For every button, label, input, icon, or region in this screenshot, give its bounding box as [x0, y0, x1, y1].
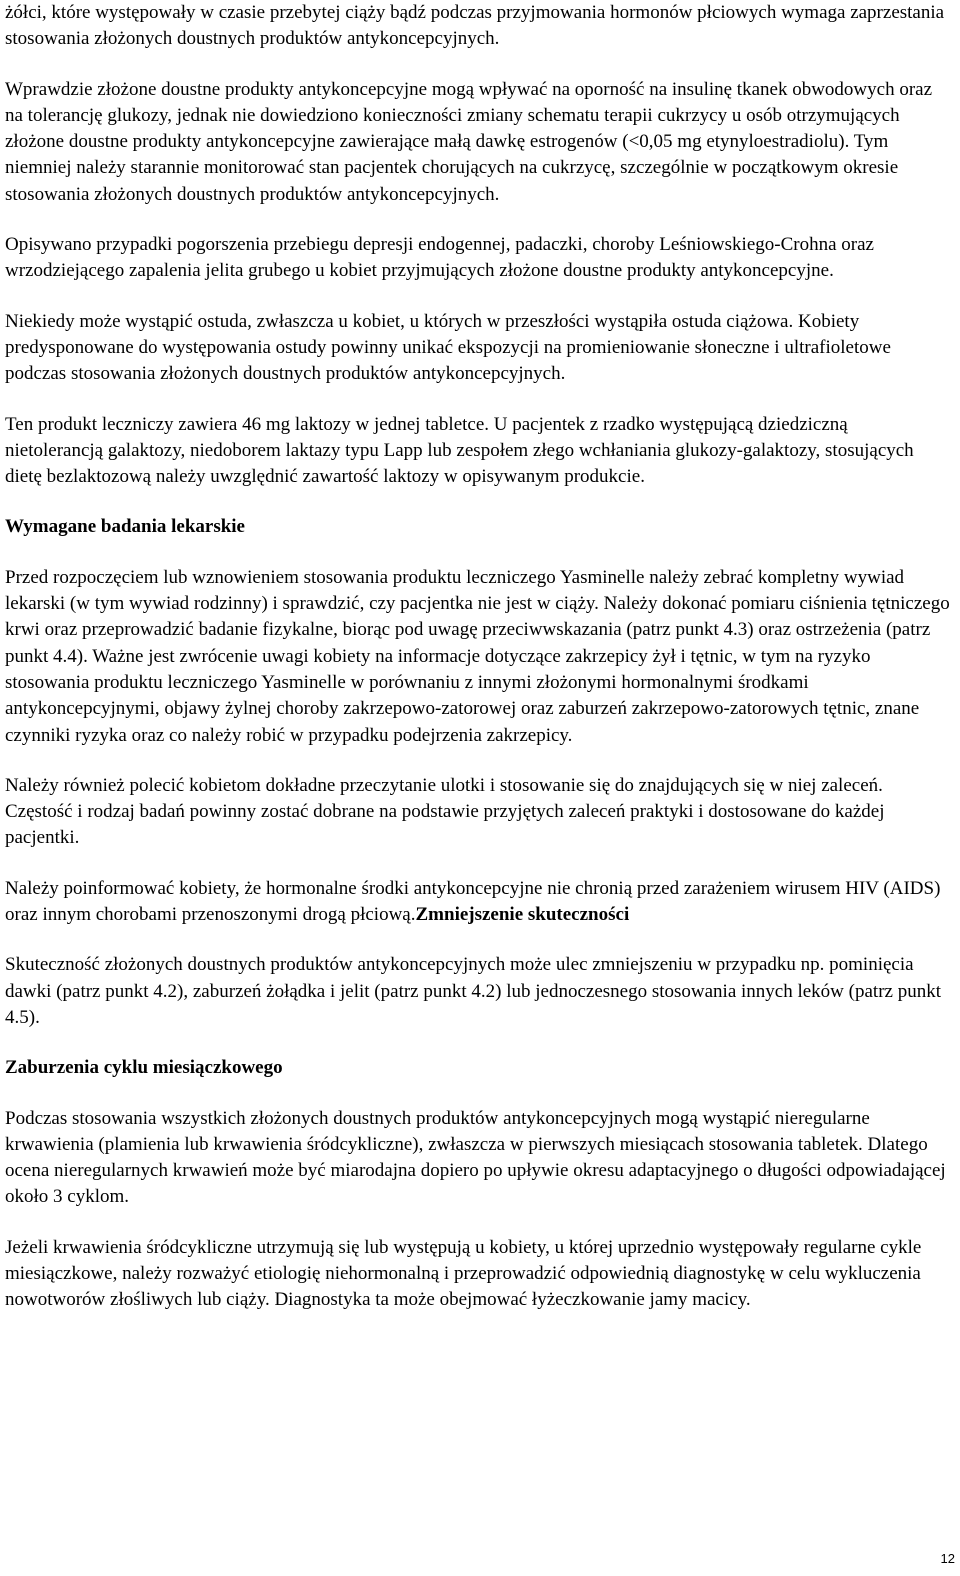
paragraph-irregular-bleeding: Podczas stosowania wszystkich złożonych doustnych produktów antykoncepcyjnych mogą wystąpić nieregularne krwawienia (plamienia lub krwawienia śródcykliczne), zwłaszcza w pierwszych miesiącach stosowania tabletek. Dlatego ocena nieregularnych krwawień może być miarodajna dopiero po upływie okresu adaptacyjnego o długości odpowiadającej około 3 cyklom.	[5, 1107, 946, 1208]
paragraph-insulin-diabetes: Wprawdzie złożone doustne produkty antykoncepcyjne mogą wpływać na oporność na insulinę tkanek obwodowych oraz na tolerancję glukozy, jednak nie dowiedziono konieczności zmiany schematu terapii cukrzycy u osób otrzymujących złożone doustne produkty antykoncepcyjne zawierające małą dawkę estrogenów (<0,05 mg etynyloestradiolu). Tym niemniej należy starannie monitorować stan pacjentek chorujących na cukrzycę, szczególnie w początkowym okresie stosowania złożonych doustnych produktów antykoncepcyjnych.	[5, 78, 933, 205]
paragraph-leaflet-instruction: Należy również polecić kobietom dokładne przeczytanie ulotki i stosowanie się do znajdujących się w niej zaleceń. Częstość i rodzaj badań powinny zostać dobrane na podstawie przyjętych zaleceń praktyki i dostosowane do każdej pacjentki.	[5, 774, 885, 849]
paragraph-breakthrough-bleeding: Jeżeli krwawienia śródcykliczne utrzymują się lub występują u kobiety, u której uprzednio występowały regularne cykle miesiączkowe, należy rozważyć etiologię niehormonalną i przeprowadzić odpowiednią diagnostykę w celu wykluczenia nowotworów złośliwych lub ciąży. Diagnostyka ta może obejmować łyżeczkowanie jamy macicy.	[5, 1236, 922, 1311]
paragraph-chloasma: Niekiedy może wystąpić ostuda, zwłaszcza u kobiet, u których w przeszłości wystąpiła ostuda ciążowa. Kobiety predysponowane do występowania ostudy powinny unikać ekspozycji na promieniowanie słoneczne i ultrafioletowe podczas stosowania złożonych doustnych produktów antykoncepcyjnych.	[5, 310, 891, 385]
section-heading-medical-exams: Wymagane badania lekarskie	[5, 516, 245, 538]
paragraph-depression-crohn: Opisywano przypadki pogorszenia przebiegu depresji endogennej, padaczki, choroby Leśniowskiego-Crohna oraz wrzodziejącego zapalenia jelita grubego u kobiet przyjmujących złożone doustne produkty antykoncepcyjne.	[5, 234, 874, 282]
paragraph-bile-pregnancy: żółci, które występowały w czasie przebytej ciąży bądź podczas przyjmowania hormonów płciowych wymaga zaprzestania stosowania złożonych doustnych produktów antykoncepcyjnych.	[5, 2, 945, 50]
section-heading-reduced-efficacy: Zmniejszenie skuteczności	[415, 904, 630, 926]
section-heading-cycle-disorders: Zaburzenia cyklu miesiączkowego	[5, 1057, 283, 1079]
paragraph-pre-treatment-exam: Przed rozpoczęciem lub wznowieniem stosowania produktu leczniczego Yasminelle należy zebrać kompletny wywiad lekarski (w tym wywiad rodzinny) i sprawdzić, czy pacjentka nie jest w ciąży. Należy dokonać pomiaru ciśnienia tętniczego krwi oraz przeprowadzić badanie fizykalne, biorąc pod uwagę przeciwwskazania (patrz punkt 4.3) oraz ostrzeżenia (patrz punkt 4.4). Ważne jest zwrócenie uwagi kobiety na informacje dotyczące zakrzepicy żył i tętnic, w tym na ryzyko stosowania produktu leczniczego Yasminelle w porównaniu z innymi złożonymi hormonalnymi środkami antykoncepcyjnymi, objawy żylnej choroby zakrzepowo-zatorowej oraz zaburzeń zakrzepowo-zatorowych tętnic, znane czynniki ryzyka oraz co należy robić w przypadku podejrzenia zakrzepicy.	[5, 566, 950, 746]
paragraph-efficacy-reduction: Skuteczność złożonych doustnych produktów antykoncepcyjnych może ulec zmniejszeniu w przypadku np. pominięcia dawki (patrz punkt 4.2), zaburzeń żołądka i jelit (patrz punkt 4.2) lub jednoczesnego stosowania innych leków (patrz punkt 4.5).	[5, 954, 941, 1028]
paragraph-hiv-text: Należy poinformować kobiety, że hormonalne środki antykoncepcyjne nie chronią przed zarażeniem wirusem HIV (AIDS) oraz innym chorobami przenoszonymi drogą płciową.	[5, 877, 941, 926]
paragraph-hiv-warning	[5, 876, 950, 929]
paragraph-lactose: Ten produkt leczniczy zawiera 46 mg laktozy w jednej tabletce. U pacjentek z rzadko występującą dziedziczną nietolerancją galaktozy, niedoborem laktazy typu Lapp lub zespołem złego wchłaniania glukozy-galaktozy, stosujących dietę bezlaktozową należy uwzględnić zawartość laktozy w opisywanym produkcie.	[5, 413, 914, 488]
document-page	[5, 0, 950, 1338]
page-number: 12	[940, 1551, 955, 1566]
